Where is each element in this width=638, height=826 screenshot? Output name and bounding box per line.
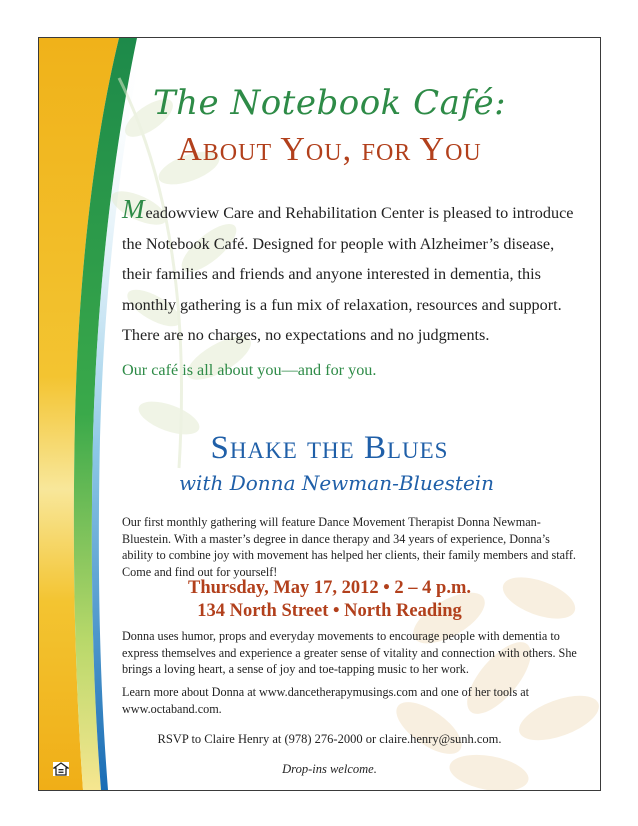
title-script: The Notebook Café: bbox=[152, 83, 507, 123]
intro-dropcap: M bbox=[122, 194, 145, 224]
event-date: Thursday, May 17, 2012 • 2 – 4 p.m. bbox=[188, 578, 471, 598]
intro-text: eadowview Care and Rehabilitation Center is pleased to introduce the Notebook Café. Designed for people with Alzheimer’s disease, their families and friends and anyone interested in dementia, this monthly gathering is a fun mix of relaxation, resources and support. There are no charges, no expectations and no judgments. bbox=[122, 204, 574, 344]
intro-paragraph bbox=[122, 194, 577, 351]
event-learn-more: Learn more about Donna at www.dancetherapymusings.com and one of her tools at www.octaband.com. bbox=[122, 685, 530, 716]
event-location: 134 North Street • North Reading bbox=[197, 601, 462, 621]
event-heading: Shake the Blues bbox=[210, 430, 449, 466]
event-description-1: Our first monthly gathering will feature Dance Movement Therapist Donna Newman-Bluestein. With a master’s degree in dance therapy and 34 years of experience, Donna’s ability to combine joy with movement has helped her clients, their family members and staff. Come and find out for yourself! bbox=[122, 515, 576, 579]
rsvp-line: RSVP to Claire Henry at (978) 276-2000 or claire.henry@sunh.com. bbox=[157, 732, 502, 746]
event-datetime-block bbox=[39, 577, 600, 623]
flyer bbox=[38, 37, 601, 791]
dropins-note: Drop-ins welcome. bbox=[282, 762, 377, 776]
event-subheading: with Donna Newman-Bluestein bbox=[178, 471, 495, 495]
title-subtitle: About You, for You bbox=[177, 131, 482, 168]
equal-housing-icon bbox=[53, 762, 69, 776]
event-description-2: Donna uses humor, props and everyday movements to encourage people with dementia to express themselves and experience a greater sense of vitality and connection with others. She brings a loving heart, a sense of joy and toe-tapping music to her work. bbox=[122, 629, 577, 676]
tagline: Our café is all about you—and for you. bbox=[122, 361, 377, 379]
